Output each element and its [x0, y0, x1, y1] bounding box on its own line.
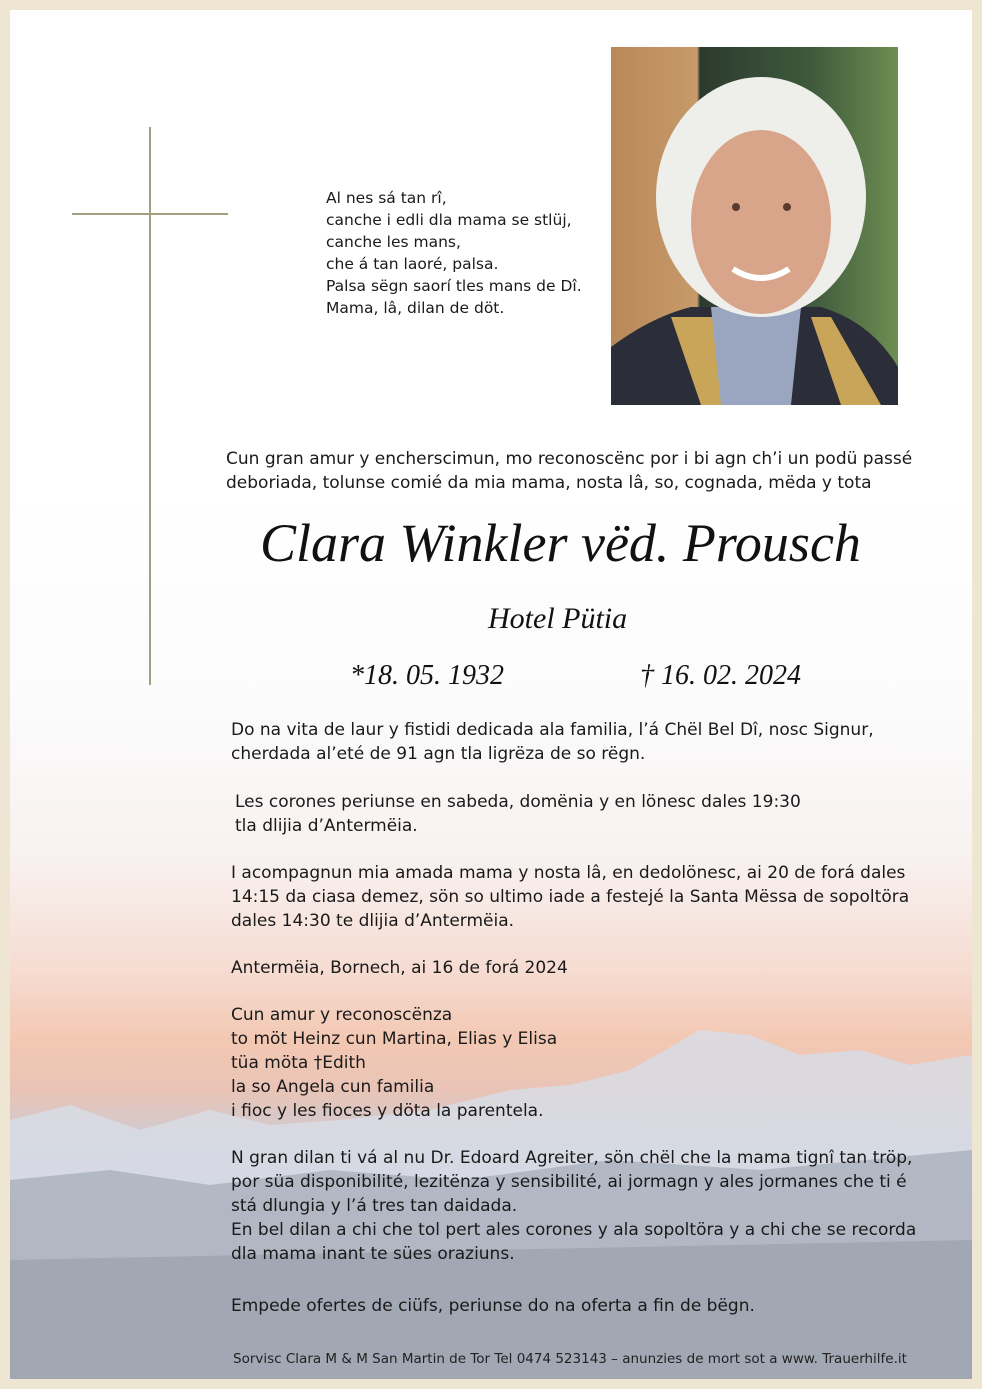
footer-text: Sorvisc Clara M & M San Martin de Tor Tel 0474 523143 – anunzies de mort sot a www. Trauerhilfe.it — [233, 1351, 907, 1367]
text-line: Cun amur y reconoscënza — [231, 1005, 453, 1025]
cross-icon — [149, 127, 151, 685]
poem-line: canche les mans, — [326, 233, 461, 251]
paragraph-thanks — [231, 1146, 916, 1266]
paragraph-rosary — [235, 790, 801, 838]
deceased-name: Clara Winkler vëd. Prousch — [260, 513, 861, 573]
family-list — [231, 1003, 557, 1123]
text-line: por süa disponibilité, lezitënza y sensibilité, ai jormagn y ales jormanes che ti é — [231, 1172, 907, 1192]
text-line: i fioc y les fioces y döta la parentela. — [231, 1101, 544, 1121]
birth-date: *18. 05. 1932 — [350, 660, 504, 691]
text-line: I acompagnun mia amada mama y nosta lâ, en dedolönesc, ai 20 de forá dales — [231, 863, 906, 883]
text-line: Antermëia, Bornech, ai 16 de forá 2024 — [231, 958, 568, 978]
text-line: 14:15 da ciasa demez, sön so ultimo iade a festejé la Santa Mëssa de sopoltöra — [231, 887, 910, 907]
poem-line: Palsa sëgn saorí tles mans de Dî. — [326, 277, 582, 295]
intro-line: deboriada, tolunse comié da mia mama, nosta lâ, so, cognada, mëda y tota — [226, 473, 872, 493]
text-line: tla dlijia d’Antermëia. — [235, 816, 418, 836]
text-line: dales 14:30 te dlijia d’Antermëia. — [231, 911, 515, 931]
text-line: Les corones periunse en sabeda, domënia y en lönesc dales 19:30 — [235, 792, 801, 812]
poem-line: canche i edli dla mama se stlüj, — [326, 211, 572, 229]
text-line: to möt Heinz cun Martina, Elias y Elisa — [231, 1029, 558, 1049]
poem — [326, 187, 582, 319]
text-line: Empede ofertes de ciüfs, periunse do na oferta a fin de bëgn. — [231, 1296, 755, 1316]
text-line: N gran dilan ti vá al nu Dr. Edoard Agreiter, sön chël che la mama tignî tan tröp, — [231, 1148, 913, 1168]
text-line: stá dlungia y l’á tres tan daidada. — [231, 1196, 518, 1216]
text-line: tüa möta †Edith — [231, 1053, 366, 1073]
paragraph-death — [231, 718, 874, 766]
intro-line: Cun gran amur y encherscimun, mo reconoscënc por i bi agn ch’i un podü passé — [226, 449, 913, 469]
obituary-page — [10, 10, 972, 1379]
paragraph-funeral — [231, 861, 909, 933]
subtitle: Hotel Pütia — [488, 602, 628, 635]
cross-icon-bar — [72, 213, 228, 215]
text-line: dla mama inant te sües oraziuns. — [231, 1244, 515, 1264]
text-line: la so Angela cun familia — [231, 1077, 435, 1097]
intro-text — [226, 447, 912, 495]
place-date — [231, 956, 568, 980]
text-line: Do na vita de laur y fistidi dedicada ala familia, l’á Chël Bel Dî, nosc Signur, — [231, 720, 874, 740]
paragraph-donation — [231, 1294, 755, 1318]
poem-line: Mama, lâ, dilan de döt. — [326, 299, 505, 317]
text-line: cherdada al’eté de 91 agn tla ligrëza de so rëgn. — [231, 744, 646, 764]
death-date: † 16. 02. 2024 — [640, 660, 801, 691]
poem-line: che á tan laoré, palsa. — [326, 255, 499, 273]
poem-line: Al nes sá tan rî, — [326, 189, 447, 207]
portrait-photo — [611, 47, 898, 405]
text-line: En bel dilan a chi che tol pert ales corones y ala sopoltöra y a chi che se recorda — [231, 1220, 917, 1240]
